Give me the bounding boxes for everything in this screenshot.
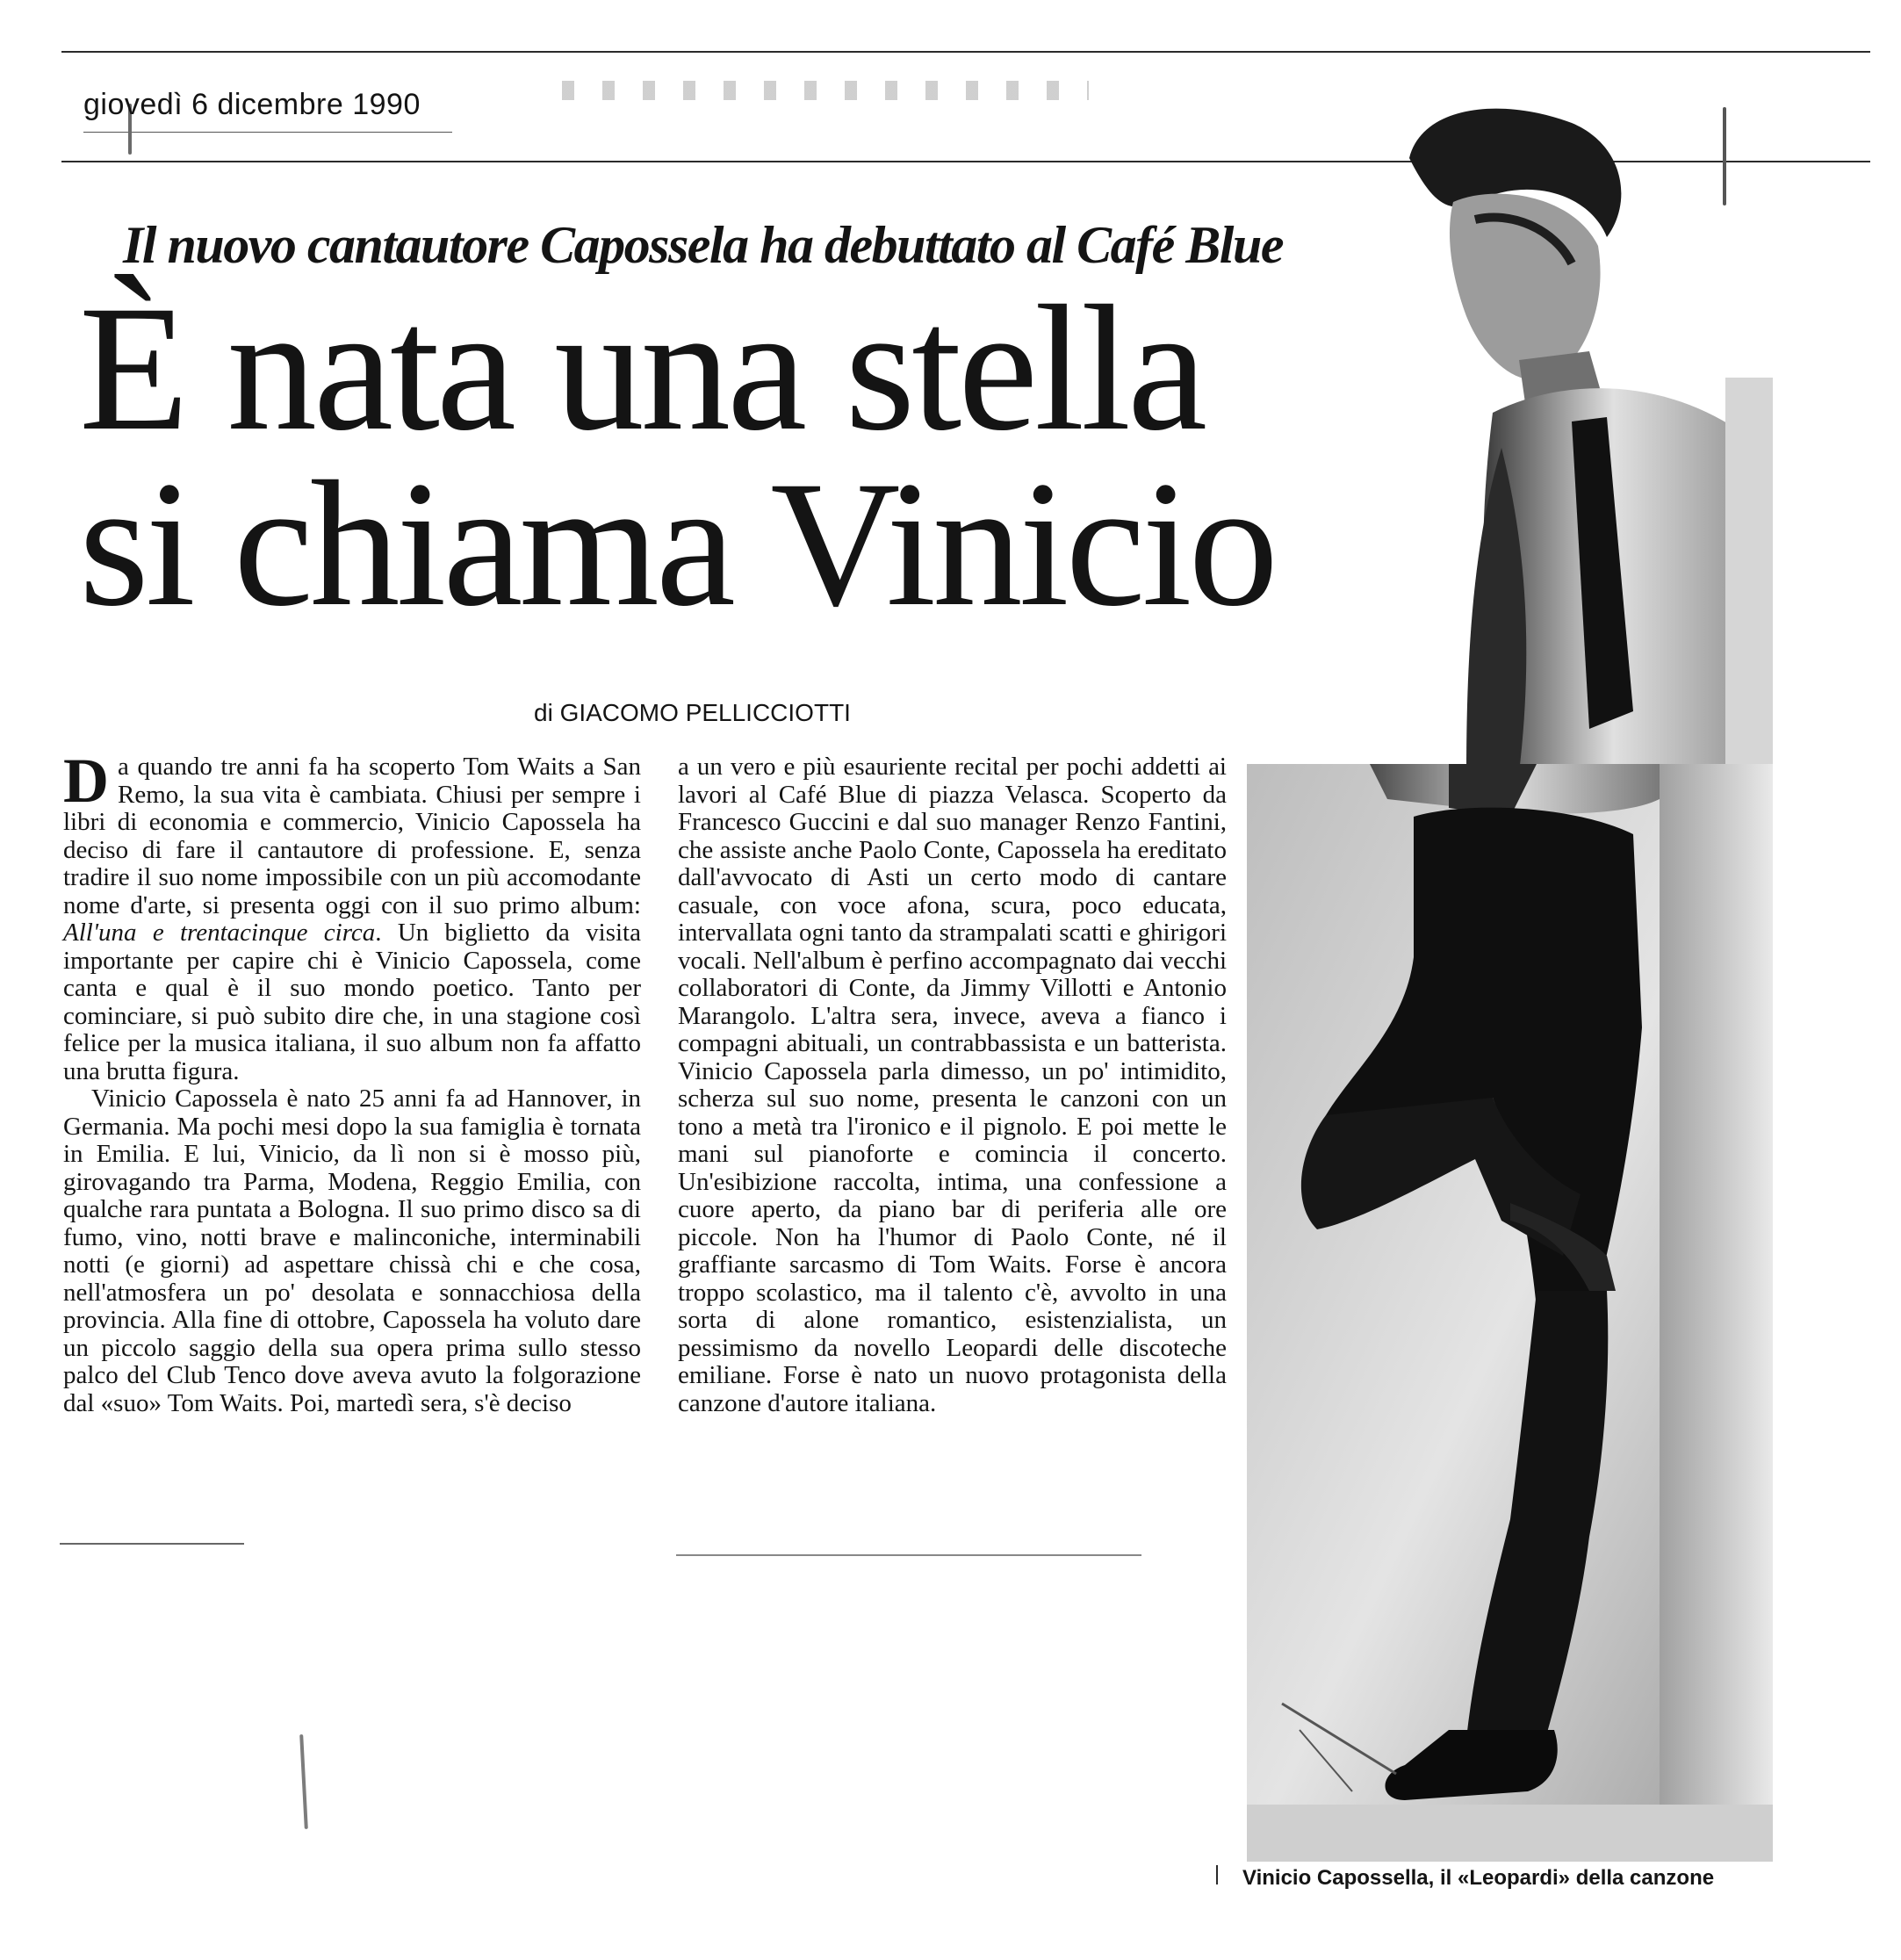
headline — [79, 269, 1387, 644]
paragraph-1-text-a: a quando tre anni fa ha scoperto Tom Waits a San Remo, la sua vita è cambiata. Chiusi per sempre i libri di economia e commercio, Vinicio Capossela ha deciso di fare il cantautore di professione. E, senza tradire il suo nome impossibile con un più accomodante nome d'arte, si presenta oggi con il suo primo album: — [63, 753, 641, 919]
kicker: Il nuovo cantautore Capossela ha debuttato al Café Blue — [123, 216, 1283, 274]
article-paragraph-3: a un vero e più esauriente recital per pochi addetti ai lavori al Café Blue di piazza Velasca. Scoperto da Francesco Guccini e dal suo manager Renzo Fantini, che assiste anche Paolo Conte, Capossela ha ereditato dall'avvocato di Asti un certo modo di cantare casuale, con voce afona, scura, poco educata, intervallata ogni tanto da strampalati scatti e ghirigori vocali. Nell'album è perfino accompagnato dai vecchi collaboratori di Conte, da Jimmy Villotti e Antonio Marangolo. L'altra sera, invece, aveva a fianco i compagni abituali, un contrabbassista e un batterista. Vinicio Capossela parla dimesso, un po' intimidito, scherza sul suo nome, presenta le canzoni con un tono a metà tra l'ironico e il pignolo. E poi mette le mani sul pianoforte e comincia il concerto. Un'esibizione raccolta, intima, una confessione a cuore aperto, da piano bar di periferia alle ore piccole. Non ha l'humor di Paolo Conte, né il graffiante sarcasmo di Tom Waits. Forse è ancora troppo scolastico, ma il talento c'è, avvolto in una sorta di alone romantico, esistenzialista, un pessimismo da novello Leopardi delle discoteche emiliane. Forse è nato un nuovo protagonista della canzone d'autore italiana. — [678, 753, 1227, 1417]
man-portrait-upper-image — [1370, 97, 1773, 773]
drop-cap: D — [63, 746, 109, 816]
article-column-1 — [63, 746, 641, 1417]
date-underline — [83, 132, 452, 133]
photo-caption: Vinicio Capossella, il «Leopardi» della canzone — [1242, 1866, 1715, 1890]
byline: di GIACOMO PELLICCIOTTI — [534, 699, 851, 726]
article-paragraph-1 — [63, 746, 641, 1085]
photo-upper — [1370, 97, 1773, 773]
man-leaning-photo-image — [1247, 764, 1773, 1862]
top-border-rule — [61, 51, 1870, 53]
faded-masthead-mark — [562, 81, 1089, 100]
photo — [1247, 764, 1773, 1862]
column-end-rule-left — [60, 1543, 244, 1545]
article-column-2 — [678, 753, 1227, 1417]
headline-line-1: È nata una stella — [79, 269, 1205, 468]
paragraph-1-text-b: . Un biglietto da visita importante per capire chi è Vinicio Capossela, come canta e qual è il suo mondo poetico. Tanto per cominciare, si può subito dire che, in una stagione così felice per la musica italiana, il suo album non fa affatto una brutta figura. — [63, 919, 641, 1085]
column-end-rule-right — [676, 1554, 1141, 1556]
album-title: All'una e trentacinque circa — [63, 919, 376, 947]
staple-mark-bottom-left — [299, 1734, 308, 1829]
headline-line-2: si chiama Vinicio — [79, 444, 1275, 644]
caption-tick — [1216, 1865, 1218, 1884]
dateline: giovedì 6 dicembre 1990 — [83, 88, 421, 121]
article-paragraph-2: Vinicio Capossela è nato 25 anni fa ad Hannover, in Germania. Ma pochi mesi dopo la sua famiglia è tornata in Emilia. E lui, Vinicio, da lì non si è mosso più, girovagando tra Parma, Modena, Reggio Emilia, con qualche rara puntata a Bologna. Il suo primo disco sa di fumo, vino, notti brave e malinconiche, interminabili notti (e giorni) ad aspettare chissà chi e che cosa, nell'atmosfera un po' desolata e sonnacchiosa della provincia. Alla fine di ottobre, Capossela ha voluto dare un piccolo saggio della sua opera prima sullo stesso palco del Club Tenco dove aveva avuto la folgorazione dal «suo» Tom Waits. Poi, martedì sera, s'è deciso — [63, 1084, 641, 1417]
